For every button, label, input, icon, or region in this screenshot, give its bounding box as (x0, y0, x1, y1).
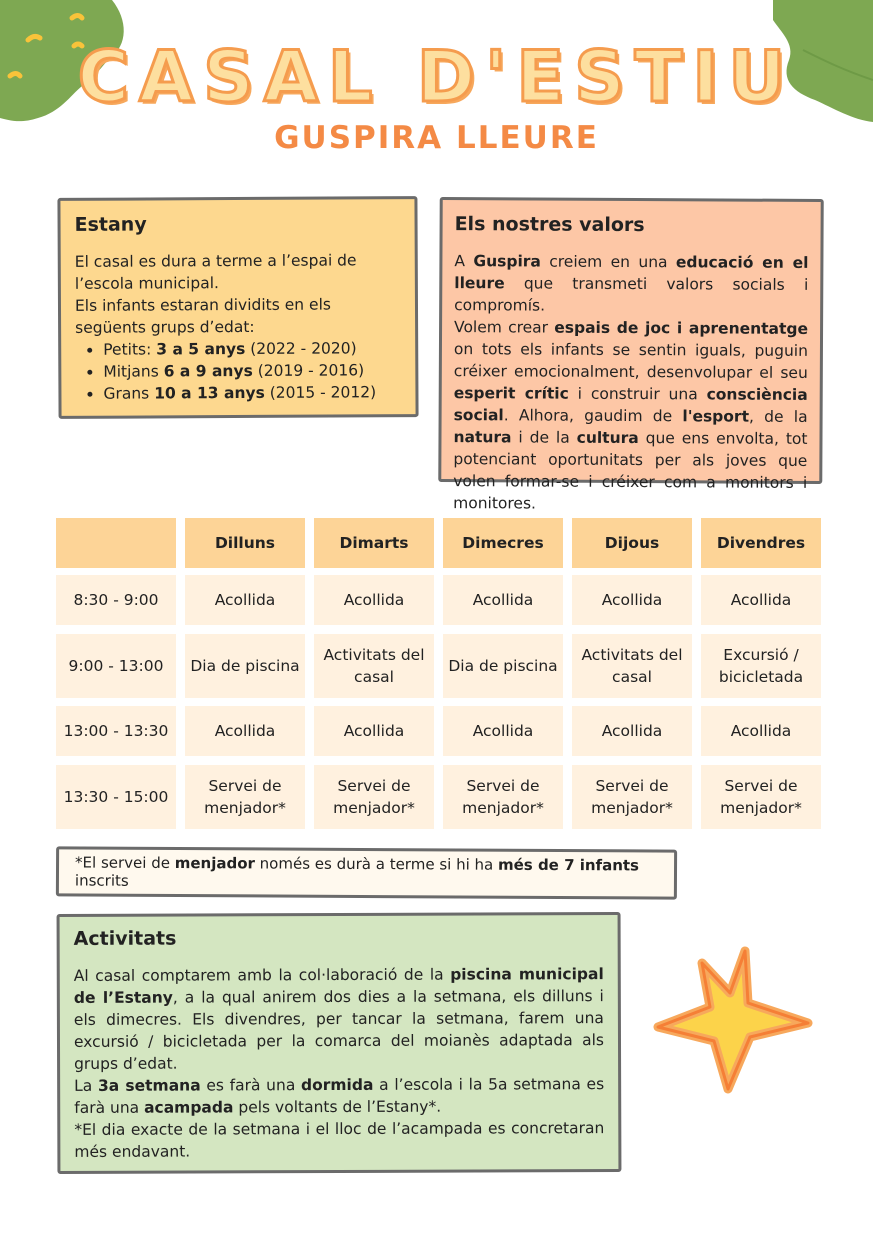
table-corner-cell (56, 518, 176, 568)
menjador-note: *El servei de menjador només es durà a terme si hi ha més de 7 infants inscrits (56, 846, 677, 899)
activity-cell: Servei de menjador* (701, 765, 821, 829)
activity-cell: Excursió / bicicletada (701, 634, 821, 698)
activity-cell: Acollida (572, 706, 692, 756)
time-slot-cell: 9:00 - 13:00 (56, 634, 176, 698)
activitats-paragraph: Al casal comptarem amb la col·laboració de la piscina municipal de l’Estany, a la qual anirem dos dies a la setmana, els dilluns i els dimecres. Els divendres, per tancar la setmana, farem una excursió / bicicletada per la comarca del moianès adaptada als grups d’edat. (73, 965, 605, 1073)
age-group-item: • Petits: 3 a 5 anys (2022 - 2020) (103, 337, 401, 361)
estany-line2: Els infants estaran dividits en els següents grups d’edat: (74, 295, 332, 337)
day-header-cell: Dilluns (185, 518, 305, 568)
day-header-cell: Dijous (572, 518, 692, 568)
valors-heading: Els nostres valors (454, 213, 645, 237)
page-title: CASAL D'ESTIU (77, 36, 796, 118)
time-slot-cell: 8:30 - 9:00 (56, 575, 176, 625)
activitats-paragraph: *El dia exacte de la setmana i el lloc de l’acampada es concretaran més endavant. (74, 1119, 605, 1161)
age-group-item: • Mitjans 6 a 9 anys (2019 - 2016) (103, 359, 401, 383)
age-groups-list (75, 337, 401, 405)
star-icon (650, 945, 815, 1095)
activity-cell: Acollida (572, 575, 692, 625)
activity-cell: Acollida (314, 575, 434, 625)
activity-cell: Acollida (443, 575, 563, 625)
activity-cell: Acollida (701, 575, 821, 625)
activity-cell: Acollida (701, 706, 821, 756)
day-header-cell: Divendres (701, 518, 821, 568)
activity-cell: Servei de menjador* (443, 765, 563, 829)
activitats-heading: Activitats (73, 927, 177, 950)
day-header-cell: Dimecres (443, 518, 563, 568)
time-slot-cell: 13:00 - 13:30 (56, 706, 176, 756)
activity-cell: Servei de menjador* (314, 765, 434, 829)
activity-cell: Acollida (314, 706, 434, 756)
activity-cell: Acollida (443, 706, 563, 756)
activity-cell: Dia de piscina (443, 634, 563, 698)
estany-card (57, 196, 418, 419)
activitats-card (57, 912, 622, 1174)
activity-cell: Acollida (185, 706, 305, 756)
activity-cell: Servei de menjador* (572, 765, 692, 829)
activity-cell: Acollida (185, 575, 305, 625)
activity-cell: Dia de piscina (185, 634, 305, 698)
activity-cell: Activitats del casal (314, 634, 434, 698)
estany-heading: Estany (74, 213, 147, 236)
valors-card (438, 197, 823, 513)
activity-cell: Servei de menjador* (185, 765, 305, 829)
page-subtitle: GUSPIRA LLEURE (274, 120, 599, 156)
activitats-paragraph: La 3a setmana es farà una dormida a l’escola i la 5a setmana es farà una acampada pels voltants de l’Estany*. (74, 1075, 605, 1117)
valors-paragraph: A Guspira creiem en una educació en el lleure que transmeti valors socials i compromís. (454, 252, 809, 315)
activity-cell: Activitats del casal (572, 634, 692, 698)
valors-paragraph: Volem crear espais de joc i aprenentatge on tots els infants se sentin iguals, puguin créixer emocionalment, desenvolupar el seu esperit crític i construir una consciència social. Alhora, gaudim de l'esport, de la natura i de la cultura que ens envolta, tot potenciant oportunitats per als joves que volen formar-se i créixer com a monitors i monitores. (453, 318, 809, 513)
time-slot-cell: 13:30 - 15:00 (56, 765, 176, 829)
day-header-cell: Dimarts (314, 518, 434, 568)
estany-line1: El casal es dura a terme a l’espai de l’escola municipal. (74, 251, 357, 293)
age-group-item: • Grans 10 a 13 anys (2015 - 2012) (103, 381, 401, 405)
